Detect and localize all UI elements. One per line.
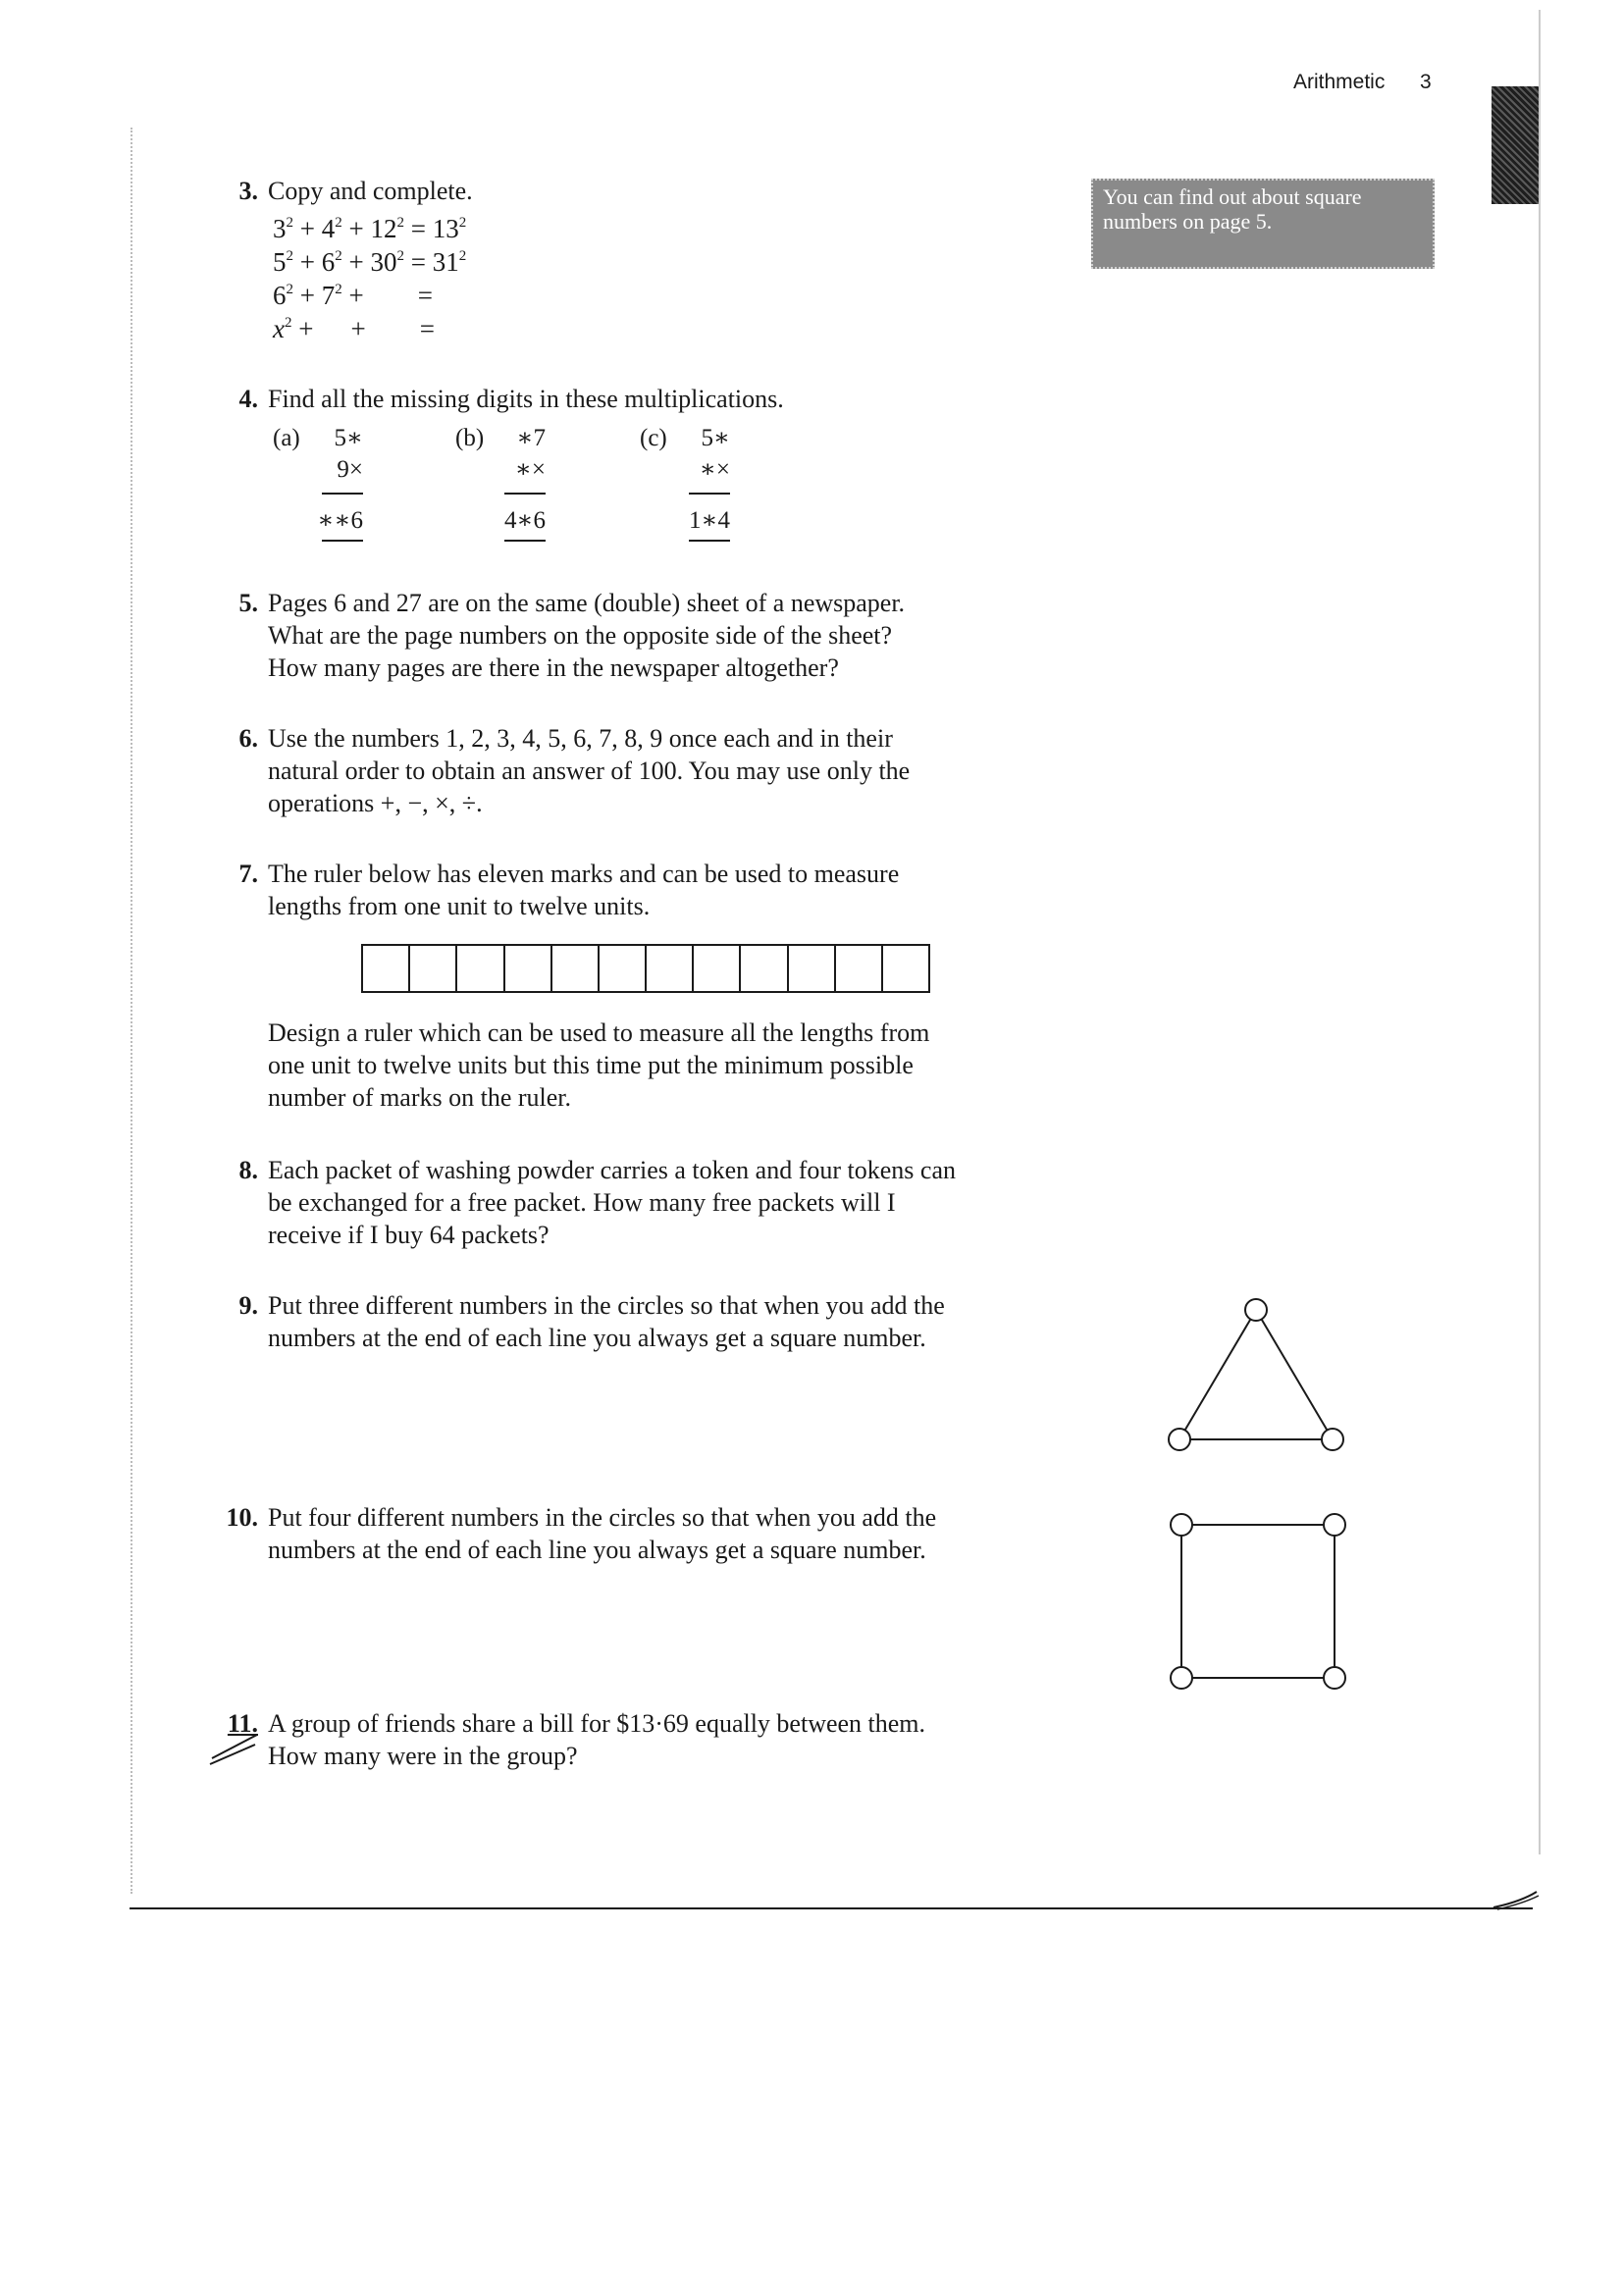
multiplication-b: (b) ∗7 ∗× 4∗6 bbox=[455, 424, 573, 551]
ruler-unit bbox=[552, 946, 600, 991]
question-number: 10. bbox=[226, 1503, 258, 1532]
question-number: 9. bbox=[238, 1291, 258, 1320]
question-8 bbox=[238, 1154, 1151, 1251]
question-line: Put four different numbers in the circles so that when you add the bbox=[268, 1503, 937, 1532]
circle-top-right[interactable] bbox=[1324, 1514, 1345, 1536]
question-line: Design a ruler which can be used to measure all the lengths from bbox=[268, 1018, 930, 1047]
question-line: Use the numbers 1, 2, 3, 4, 5, 6, 7, 8, 9 once each and in their bbox=[268, 724, 893, 753]
binding-edge-dots bbox=[131, 128, 134, 1894]
page-edge-line bbox=[1539, 10, 1541, 1854]
circle-bottom-right[interactable] bbox=[1322, 1429, 1343, 1450]
ruler-unit bbox=[883, 946, 928, 991]
ruler-unit bbox=[363, 946, 410, 991]
question-line: natural order to obtain an answer of 100. You may use only the bbox=[268, 757, 911, 785]
question-number: 6. bbox=[238, 724, 258, 753]
question-10 bbox=[226, 1501, 1151, 1566]
question-line: numbers at the end of each line you always get a square number. bbox=[268, 1536, 926, 1564]
ruler-unit bbox=[836, 946, 883, 991]
question-number: 4. bbox=[238, 385, 258, 413]
ruler-unit bbox=[647, 946, 694, 991]
multiplication-a: (a) 5∗ 9× ∗∗6 bbox=[273, 424, 391, 551]
question-7-part-2 bbox=[268, 1017, 1151, 1114]
square-circles-diagram bbox=[1158, 1501, 1354, 1697]
ruler-unit bbox=[600, 946, 647, 991]
question-line: How many pages are there in the newspaper altogether? bbox=[268, 653, 839, 682]
question-text: Copy and complete. bbox=[268, 177, 473, 205]
ruler-unit bbox=[457, 946, 504, 991]
question-line: numbers at the end of each line you always get a square number. bbox=[268, 1324, 926, 1352]
question-9 bbox=[238, 1289, 1151, 1354]
circle-top[interactable] bbox=[1245, 1299, 1267, 1321]
question-number: 7. bbox=[238, 860, 258, 888]
q3-equation-1: $3^2 + 4^2 + 12^2 = 13^2$ bbox=[273, 214, 467, 243]
question-number: 8. bbox=[238, 1156, 258, 1184]
thumb-tab-marker bbox=[1492, 86, 1539, 204]
q3-equation-4: $x^2$ + + = bbox=[273, 314, 435, 343]
question-line: Each packet of washing powder carries a token and four tokens can bbox=[268, 1156, 956, 1184]
circle-bottom-left[interactable] bbox=[1171, 1667, 1192, 1689]
page-curl-mark bbox=[1492, 1888, 1541, 1911]
page-bottom-rule bbox=[130, 1907, 1533, 1909]
q3-equation-3: $6^2 + 7^2$ + = bbox=[273, 281, 433, 310]
sidenote-text: You can find out about square numbers on page 5. bbox=[1103, 184, 1362, 234]
question-line: What are the page numbers on the opposite side of the sheet? bbox=[268, 621, 893, 650]
question-number: 5. bbox=[238, 589, 258, 617]
question-line: receive if I buy 64 packets? bbox=[268, 1221, 550, 1249]
question-line: be exchanged for a free packet. How many free packets will I bbox=[268, 1188, 896, 1217]
ruler-unit bbox=[694, 946, 741, 991]
triangle-circles-diagram bbox=[1158, 1285, 1354, 1462]
question-line: operations +, −, ×, ÷. bbox=[268, 789, 483, 817]
question-11 bbox=[227, 1707, 1151, 1772]
ruler-unit bbox=[505, 946, 552, 991]
circle-bottom-right[interactable] bbox=[1324, 1667, 1345, 1689]
question-line: number of marks on the ruler. bbox=[268, 1083, 572, 1112]
question-4 bbox=[238, 383, 1151, 415]
ruler-diagram bbox=[361, 944, 930, 993]
question-number: 3. bbox=[238, 177, 258, 205]
pencil-tick-mark bbox=[208, 1729, 263, 1768]
running-header bbox=[1293, 71, 1432, 94]
question-line: A group of friends share a bill for $13·69 equally between them. bbox=[268, 1709, 926, 1738]
multiplication-c: (c) 5∗ ∗× 1∗4 bbox=[640, 424, 758, 551]
question-line: one unit to twelve units but this time put the minimum possible bbox=[268, 1051, 914, 1079]
question-7 bbox=[238, 858, 1151, 922]
ruler-unit bbox=[741, 946, 788, 991]
q3-equation-2: $5^2 + 6^2 + 30^2 = 31^2$ bbox=[273, 247, 467, 277]
question-line: Pages 6 and 27 are on the same (double) sheet of a newspaper. bbox=[268, 589, 906, 617]
question-line: The ruler below has eleven marks and can be used to measure bbox=[268, 860, 900, 888]
question-3 bbox=[238, 175, 1151, 207]
section-title: Arithmetic bbox=[1293, 71, 1386, 93]
question-line: Put three different numbers in the circles so that when you add the bbox=[268, 1291, 945, 1320]
page-number: 3 bbox=[1420, 71, 1432, 93]
ruler-unit bbox=[789, 946, 836, 991]
ruler-unit bbox=[410, 946, 457, 991]
question-text: Find all the missing digits in these multiplications. bbox=[268, 385, 784, 413]
question-line: How many were in the group? bbox=[268, 1742, 578, 1770]
circle-bottom-left[interactable] bbox=[1169, 1429, 1190, 1450]
question-number: 11. bbox=[227, 1709, 258, 1738]
circle-top-left[interactable] bbox=[1171, 1514, 1192, 1536]
question-5 bbox=[238, 587, 1151, 684]
question-6 bbox=[238, 722, 1151, 819]
question-line: lengths from one unit to twelve units. bbox=[268, 892, 651, 920]
